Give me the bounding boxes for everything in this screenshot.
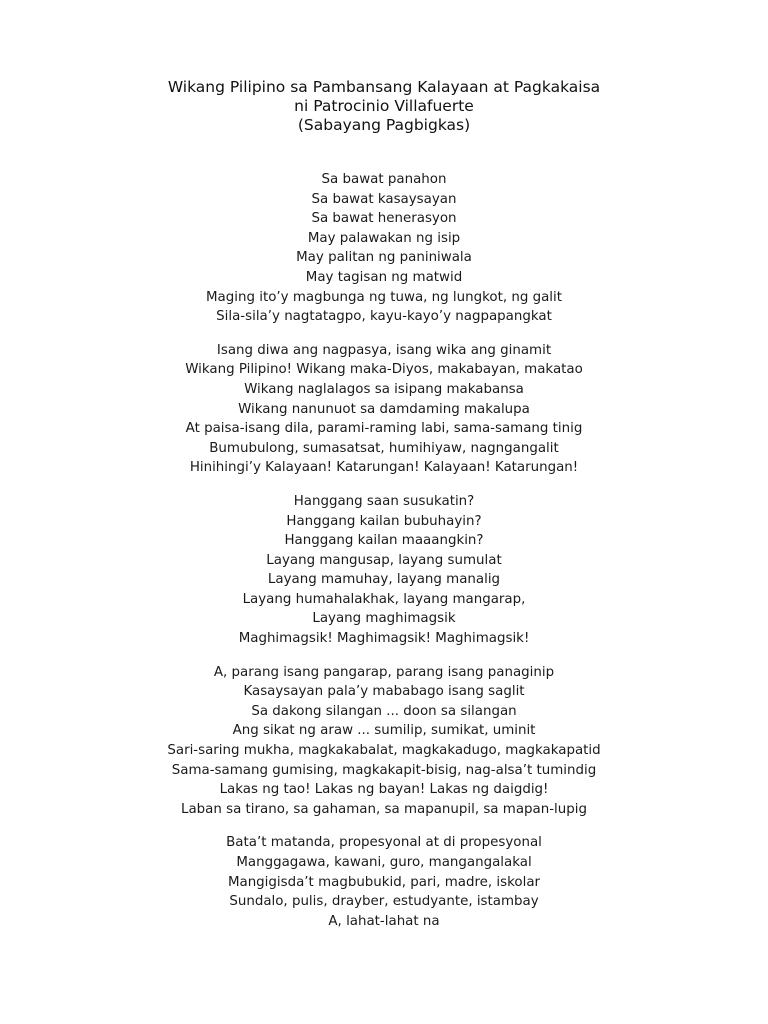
poem-line: Sari-saring mukha, magkakabalat, magkakadugo, magkakapatid: [167, 743, 601, 759]
poem-line: Kasaysayan pala’y mababago isang saglit: [243, 684, 525, 700]
poem-line: Lakas ng tao! Lakas ng bayan! Lakas ng daigdig!: [219, 782, 549, 798]
poem-author: ni Patrocinio Villafuerte: [294, 97, 474, 115]
poem-line: May tagisan ng matwid: [305, 269, 463, 285]
poem-line: Layang mangusap, layang sumulat: [266, 552, 502, 568]
poem-line: Wikang naglalagos sa isipang makabansa: [244, 381, 524, 397]
stanza: [0, 833, 768, 931]
poem-line: Layang mamuhay, layang manalig: [267, 572, 501, 588]
poem-line: Sundalo, pulis, drayber, estudyante, istambay: [229, 894, 539, 910]
poem-line: Hanggang kailan maaangkin?: [284, 533, 484, 549]
poem-line: Sa bawat kasaysayan: [311, 191, 457, 207]
poem-line: Isang diwa ang nagpasya, isang wika ang ginamit: [216, 342, 552, 358]
poem-line: Layang humahalakhak, layang mangarap,: [242, 591, 526, 607]
poem-line: Layang maghimagsik: [312, 611, 456, 627]
poem-line: Sa dakong silangan ... doon sa silangan: [251, 703, 517, 719]
poem-line: Manggagawa, kawani, guro, mangangalakal: [236, 855, 532, 870]
poem-line: Wikang Pilipino! Wikang maka-Diyos, makabayan, makatao: [185, 362, 583, 378]
poem-line: Laban sa tirano, sa gahaman, sa mapanupil, sa mapan-lupig: [181, 801, 587, 817]
stanza: [0, 492, 768, 649]
poem-line: Sa bawat henerasyon: [311, 211, 457, 227]
poem-line: A, lahat-lahat na: [328, 913, 440, 929]
poem-line: Hinihingi’y Kalayaan! Katarungan! Kalayaan! Katarungan!: [189, 460, 579, 476]
poem-line: Sama-samang gumising, magkakapit-bisig, nag-alsa’t tumindig: [171, 762, 597, 778]
poem-body: [0, 170, 768, 945]
poem-line: Hanggang saan susukatin?: [293, 493, 475, 509]
poem-line: May palitan ng paniniwala: [296, 250, 472, 266]
poem-line: Bumubulong, sumasatsat, humihiyaw, nagngangalit: [209, 440, 559, 456]
document-header: [0, 78, 768, 135]
poem-subtitle: (Sabayang Pagbigkas): [297, 116, 471, 134]
stanza: [0, 170, 768, 327]
poem-line: At paisa-isang dila, parami-raming labi, sama-samang tinig: [185, 421, 583, 437]
poem-line: Maging ito’y magbunga ng tuwa, ng lungkot, ng galit: [206, 289, 562, 305]
poem-line: Ang sikat ng araw ... sumilip, sumikat, uminit: [232, 723, 536, 739]
poem-title: Wikang Pilipino sa Pambansang Kalayaan at Pagkakaisa: [167, 78, 601, 96]
poem-line: Wikang nanunuot sa damdaming makalupa: [238, 401, 530, 417]
poem-line: Sila-sila’y nagtatagpo, kayu-kayo’y nagpapangkat: [216, 309, 552, 325]
poem-line: A, parang isang pangarap, parang isang panaginip: [213, 664, 555, 680]
poem-line: Sa bawat panahon: [321, 172, 447, 187]
stanza: [0, 341, 768, 478]
poem-line: Bata’t matanda, propesyonal at di propesyonal: [226, 835, 542, 851]
poem-line: Mangigisda’t magbubukid, pari, madre, iskolar: [227, 874, 541, 890]
poem-line: Maghimagsik! Maghimagsik! Maghimagsik!: [238, 631, 530, 647]
poem-line: May palawakan ng isip: [307, 230, 461, 246]
stanza: [0, 663, 768, 820]
poem-line: Hanggang kailan bubuhayin?: [286, 513, 482, 529]
